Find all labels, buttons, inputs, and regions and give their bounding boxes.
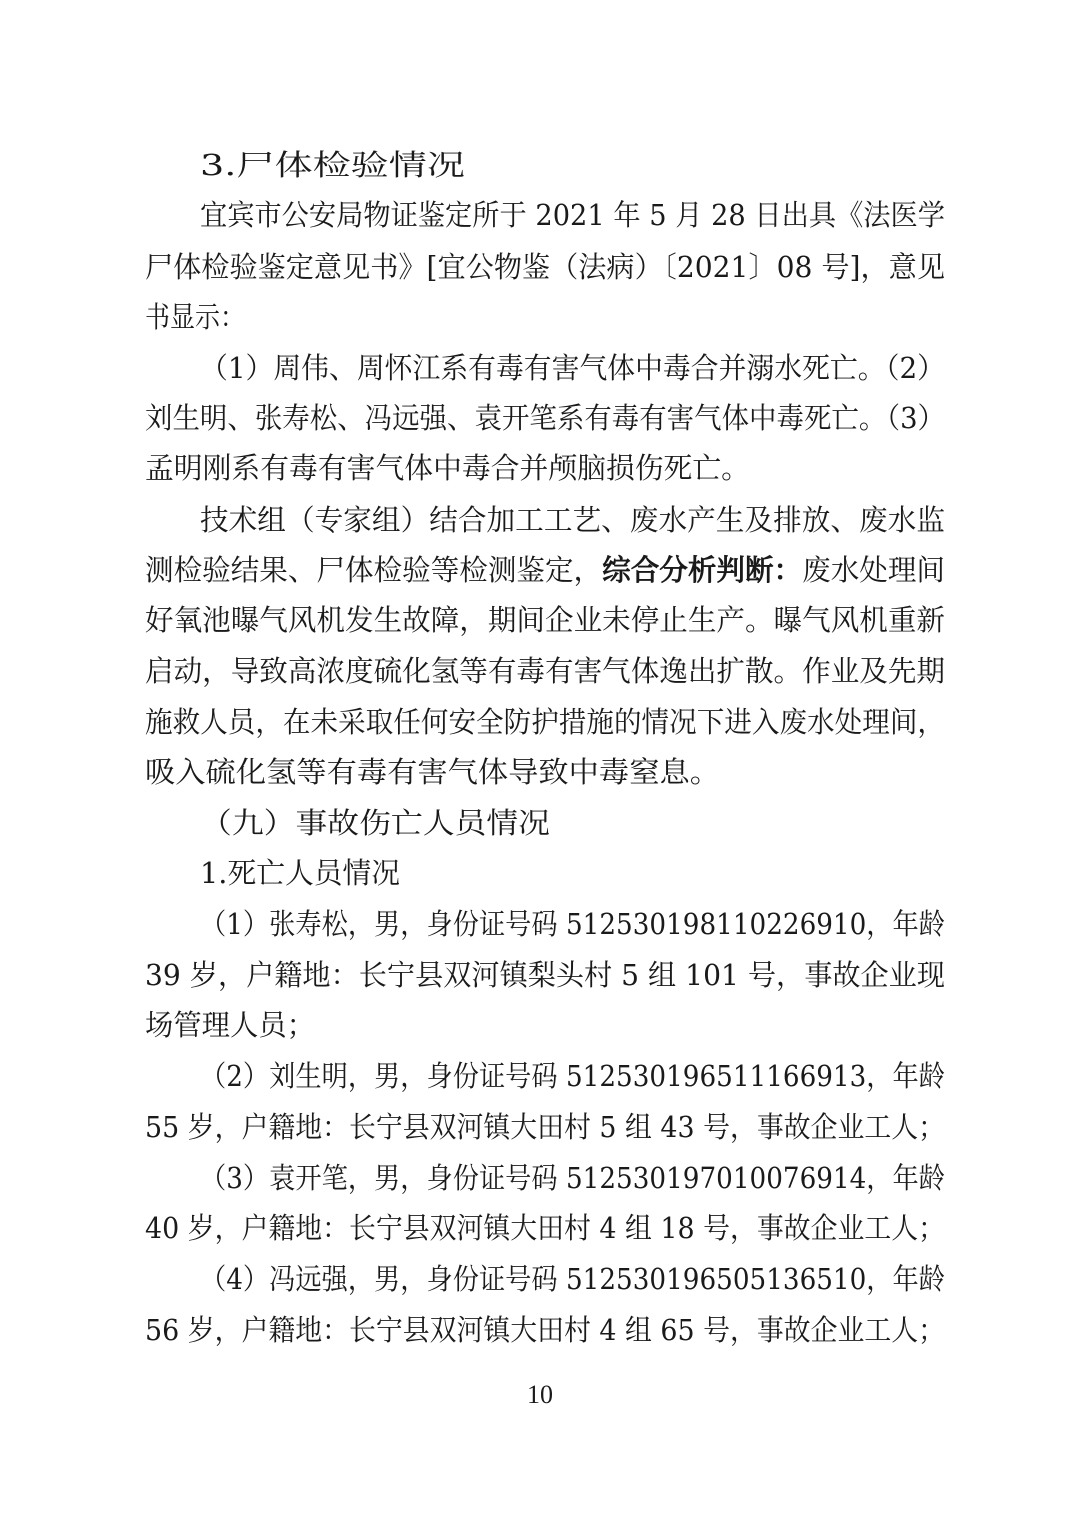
autopsy-intro-line-3: 书显示： <box>145 300 245 334</box>
analysis-line-6: 吸入硫化氢等有毒有害气体导致中毒窒息。 <box>145 755 720 789</box>
autopsy-intro-line-1: 宜宾市公安局物证鉴定所于 2021 年 5 月 28 日出具《法医学 <box>200 198 945 232</box>
autopsy-result-line-1: （1）周伟、周怀江系有毒有害气体中毒合并溺水死亡。（2） <box>200 351 945 385</box>
analysis-line-5: 施救人员，在未采取任何安全防护措施的情况下进入废水处理间， <box>145 705 945 739</box>
victim-2-line-2: 55 岁，户籍地：长宁县双河镇大田村 5 组 43 号，事故企业工人； <box>145 1110 945 1144</box>
autopsy-result-line-2: 刘生明、张寿松、冯远强、袁开笔系有毒有害气体中毒死亡。（3） <box>145 401 945 435</box>
section-casualties-heading: （九）事故伤亡人员情况 <box>200 806 550 840</box>
victim-3-line-2: 40 岁，户籍地：长宁县双河镇大田村 4 组 18 号，事故企业工人； <box>145 1211 945 1245</box>
analysis-text-a: 测检验结果、尸体检验等检测鉴定， <box>145 553 603 587</box>
analysis-line-4: 启动，导致高浓度硫化氢等有毒有害气体逸出扩散。作业及先期 <box>145 654 945 688</box>
victim-4-line-2: 56 岁，户籍地：长宁县双河镇大田村 4 组 65 号，事故企业工人； <box>145 1313 945 1347</box>
analysis-conclusion-label: 综合分析判断： <box>602 553 803 587</box>
autopsy-intro-line-2: 尸体检验鉴定意见书》[宜公物鉴（法病）〔2021〕08 号]，意见 <box>145 250 945 284</box>
victim-3-line-1: （3）袁开笔，男，身份证号码 512530197010076914，年龄 <box>200 1161 945 1195</box>
heading-deaths: 1.死亡人员情况 <box>200 856 400 890</box>
autopsy-result-line-3: 孟明刚系有毒有害气体中毒合并颅脑损伤死亡。 <box>145 451 750 485</box>
analysis-line-2 <box>145 553 957 587</box>
heading-autopsy: 3.尸体检验情况 <box>200 148 465 182</box>
victim-1-line-3: 场管理人员； <box>145 1008 315 1042</box>
victim-2-line-1: （2）刘生明，男，身份证号码 512530196511166913，年龄 <box>200 1059 945 1093</box>
analysis-text-b: 废水处理间 <box>802 553 945 587</box>
analysis-line-3: 好氧池曝气风机发生故障，期间企业未停止生产。曝气风机重新 <box>145 603 945 637</box>
victim-1-line-1: （1）张寿松，男，身份证号码 512530198110226910，年龄 <box>200 907 945 941</box>
victim-1-line-2: 39 岁，户籍地：长宁县双河镇梨头村 5 组 101 号，事故企业现 <box>145 958 945 992</box>
analysis-line-1: 技术组（专家组）结合加工工艺、废水产生及排放、废水监 <box>200 503 945 537</box>
victim-4-line-1: （4）冯远强，男，身份证号码 512530196505136510，年龄 <box>200 1262 945 1296</box>
page-number: 10 <box>527 1380 553 1409</box>
